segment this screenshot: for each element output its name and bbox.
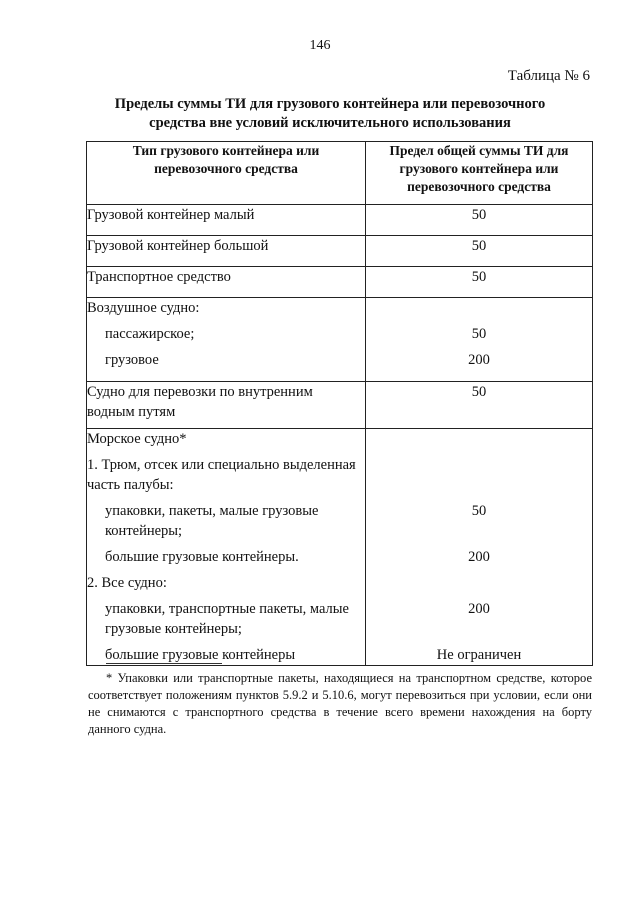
row-value: Не ограничен [436,647,522,663]
row-value: 50 [366,205,593,236]
row-label-group [87,429,366,666]
footnote-divider [106,663,222,664]
row-value-group [366,298,593,382]
row-sublabel: часть палубы: [87,477,174,493]
row-sublabel: 1. Трюм, отсек или специально выделенная [87,457,356,473]
table-header-row [87,142,593,205]
row-sublabel: грузовое [105,352,159,368]
row-value-group [366,429,593,666]
row-sublabel: пассажирское; [105,326,195,342]
row-sublabel: 2. Все судно: [87,575,167,591]
row-label-group [87,382,366,429]
row-label: Грузовой контейнер малый [87,205,366,236]
row-label-group [87,298,366,382]
row-value: 50 [366,236,593,267]
row-sublabel: упаковки, пакеты, малые грузовые [105,503,319,519]
row-label: Транспортное средство [87,267,366,298]
table-row [87,205,593,236]
row-value: 200 [468,549,490,565]
row-sublabel: большие грузовые контейнеры. [105,549,299,565]
header-text: Тип грузового контейнера или [132,143,320,158]
row-label: Грузовой контейнер большой [87,236,366,267]
title-line: Пределы суммы ТИ для грузового контейнера или перевозочного [114,96,546,112]
row-value: 50 [366,382,593,429]
row-sublabel: большие грузовые контейнеры [105,647,296,663]
row-sublabel: грузовые контейнеры; [105,621,242,637]
header-text: перевозочного средства [407,179,551,194]
table-row [87,236,593,267]
footnote: * Упаковки или транспортные пакеты, находящиеся на транспортном средстве, которое соответствует положениям пунктов 5.9.2 и 5.10.6, могут перевозиться при условии, если они не снимаются с транспортного средства в течение всего времени нахождения на борту данного судна. [88,671,592,736]
row-label: Морское судно* [87,431,187,447]
table-row [87,267,593,298]
page-number: 146 [309,38,331,53]
row-value: 200 [468,601,490,617]
table-row [87,429,593,666]
table-row [87,382,593,429]
row-sublabel: упаковки, транспортные пакеты, малые [105,601,349,617]
header-text: перевозочного средства [154,161,298,176]
row-value: 50 [366,267,593,298]
table-row [87,298,593,382]
row-value: 50 [471,503,487,519]
row-label: Судно для перевозки по внутренним [87,384,313,400]
table-title [90,95,570,133]
header-type [87,142,366,205]
table-label: Таблица № 6 [507,68,590,84]
row-sublabel: контейнеры; [105,523,183,539]
row-value: 200 [468,352,490,368]
header-text: грузового контейнера или [399,161,559,176]
row-value: 50 [471,326,487,342]
header-text: Предел общей суммы ТИ для [389,143,569,158]
title-line: средства вне условий исключительного использования [149,115,511,131]
header-limit [366,142,593,205]
row-label: водным путям [87,404,176,420]
row-label: Воздушное судно: [87,300,200,316]
limits-table [86,141,593,666]
